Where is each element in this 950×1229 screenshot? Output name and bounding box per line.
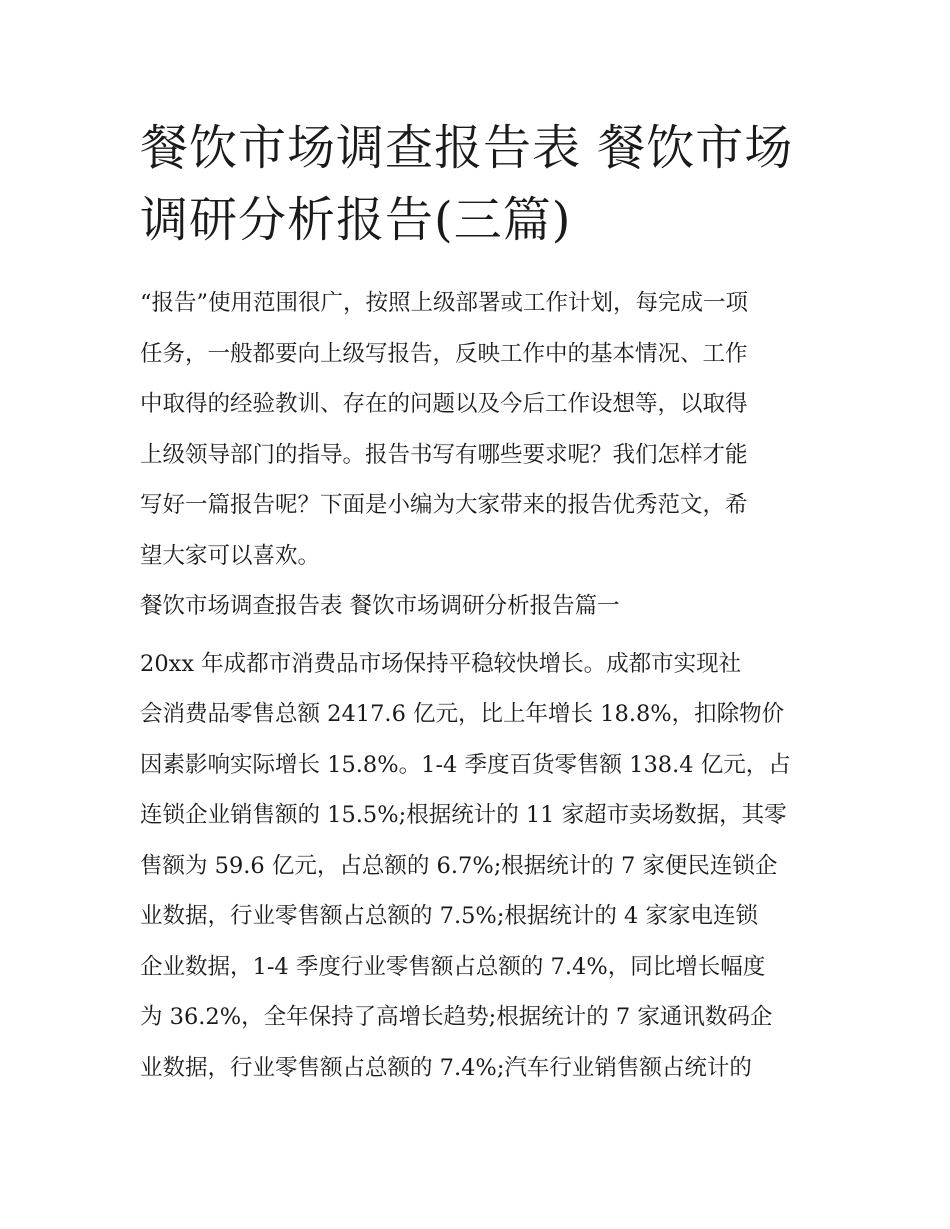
- section-heading: 餐饮市场调查报告表 餐饮市场调研分析报告篇一: [140, 593, 620, 619]
- title-line: 餐饮市场调查报告表 餐饮市场: [140, 120, 794, 176]
- paragraph-line: 20xx 年成都市消费品市场保持平稳较快增长。成都市实现社: [140, 650, 742, 677]
- paragraph-line: “报告”使用范围很广，按照上级部署或工作计划，每完成一项: [140, 290, 749, 316]
- paragraph-line: 望大家可以喜欢。: [140, 542, 321, 569]
- paragraph-line: 连锁企业销售额的 15.5%;根据统计的 11 家超市卖场数据，其零: [140, 802, 787, 828]
- paragraph-line: 业数据，行业零售额占总额的 7.5%;根据统计的 4 家家电连锁: [140, 903, 759, 929]
- document-body: [140, 278, 820, 1093]
- paragraph-line: 企业数据，1-4 季度行业零售额占总额的 7.4%，同比增长幅度: [140, 953, 766, 980]
- paragraph-line: 任务，一般都要向上级写报告，反映工作中的基本情况、工作: [140, 340, 748, 367]
- paragraph-line: 写好一篇报告呢？下面是小编为大家带来的报告优秀范文，希: [140, 492, 748, 518]
- paragraph-line: 会消费品零售总额 2417.6 亿元，比上年增长 18.8%，扣除物价: [140, 701, 785, 727]
- section-paragraph: [140, 639, 820, 1094]
- title-line: 调研分析报告(三篇): [140, 192, 572, 248]
- paragraph-line: 为 36.2%，全年保持了高增长趋势;根据统计的 7 家通讯数码企: [140, 1004, 773, 1030]
- intro-paragraph: [140, 278, 820, 581]
- page-title: [140, 112, 820, 256]
- paragraph-line: 中取得的经验教训、存在的问题以及今后工作设想等，以取得: [140, 391, 748, 417]
- paragraph-line: 业数据，行业零售额占总额的 7.4%;汽车行业销售额占统计的: [140, 1054, 752, 1081]
- paragraph-line: 上级领导部门的指导。报告书写有哪些要求呢？我们怎样才能: [140, 441, 748, 468]
- paragraph-line: 售额为 59.6 亿元，占总额的 6.7%;根据统计的 7 家便民连锁企: [140, 852, 778, 879]
- paragraph-line: 因素影响实际增长 15.8%。1-4 季度百货零售额 138.4 亿元，占: [140, 751, 791, 778]
